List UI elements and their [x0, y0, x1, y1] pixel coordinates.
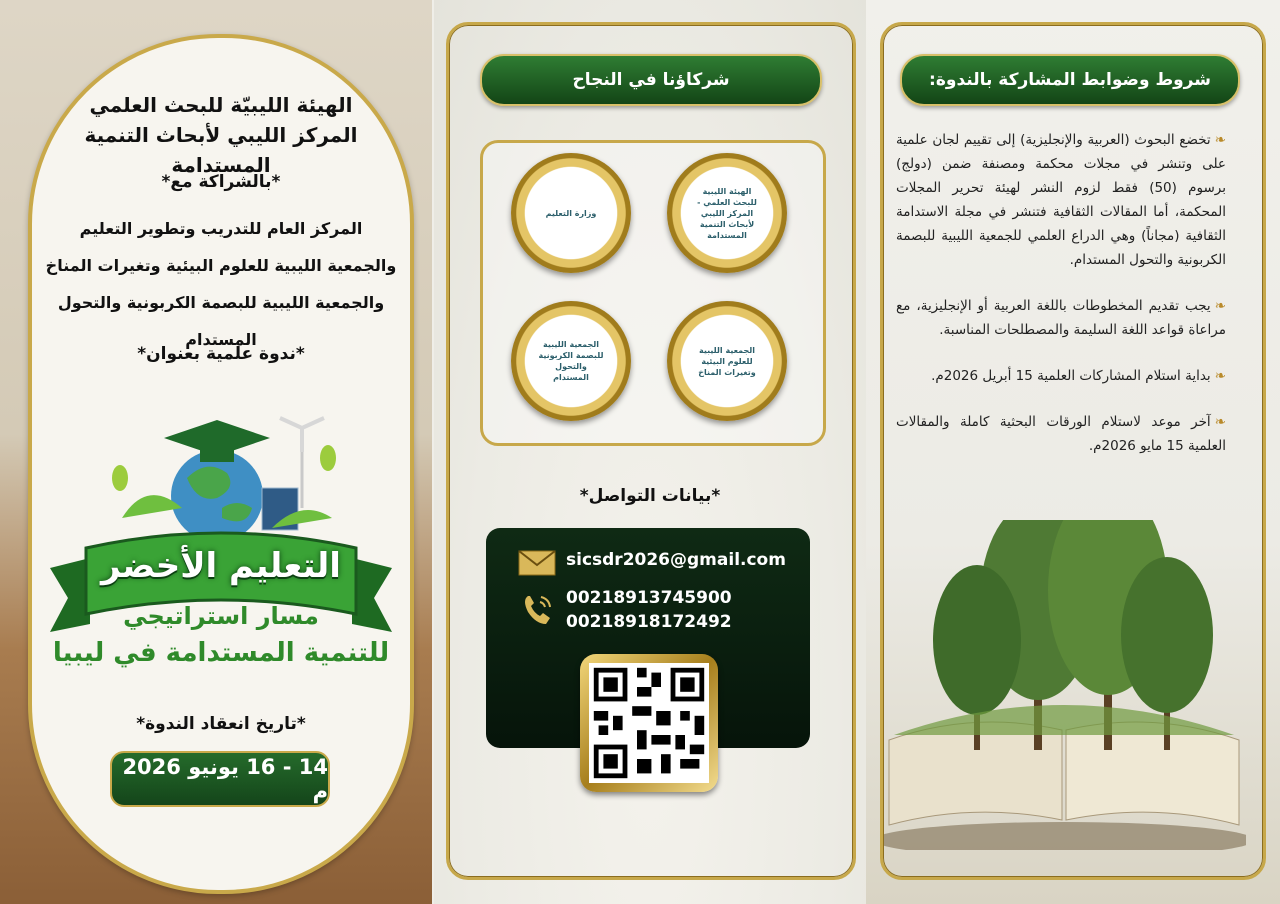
date-badge: 14 - 16 يونيو 2026 م [110, 751, 330, 807]
rule-item: ❧بداية استلام المشاركات العلمية 15 أبريل 2026م. [931, 368, 1226, 384]
partners-header: شركاؤنا في النجاح [480, 54, 822, 106]
qr-code-pattern [589, 663, 709, 783]
partner-list [32, 210, 410, 358]
rule-item: ❧آخر موعد لاستلام الورقات البحثية كاملة والمقالات العلمية 15 مايو 2026م. [896, 414, 1226, 454]
left-panel [0, 0, 432, 904]
book-trees-illustration [884, 520, 1246, 850]
right-panel [866, 0, 1280, 904]
partners-logo-box [480, 140, 826, 446]
rules-header: شروط وضوابط المشاركة بالندوة: [900, 54, 1240, 106]
phone-1[interactable]: 00218913745900 [566, 588, 732, 608]
seminar-label: *ندوة علمية بعنوان* [137, 344, 305, 364]
phone-icon [520, 592, 554, 626]
leaf-icon: ❧ [1214, 368, 1226, 384]
logo-environment-society: الجمعية الليبية للعلوم البيئية وتغيرات المناخ [667, 301, 787, 421]
envelope-icon [518, 550, 556, 576]
email-address[interactable]: sicsdr2026@gmail.com [566, 550, 786, 570]
org-line-1: الهيئة الليبيّة للبحث العلمي [89, 93, 353, 117]
leaf-icon: ❧ [1214, 132, 1226, 148]
logo-carbon-society: الجمعية الليبية للبصمة الكربونية والتحول المستدام [511, 301, 631, 421]
contact-header: *بيانات التواصل* [579, 486, 721, 506]
rule-item: ❧يجب تقديم المخطوطات باللغة العربية أو الإنجليزية، مع مراعاة قواعد اللغة السليمة والمصطلحات المناسبة. [896, 298, 1226, 338]
rules-list [896, 128, 1226, 480]
leaf-icon: ❧ [1214, 414, 1226, 430]
phone-2[interactable]: 00218918172492 [566, 612, 732, 632]
title-capsule [28, 34, 414, 894]
subtitle-line-1: مسار استراتيجي [123, 602, 319, 630]
logo-research-authority: الهيئة الليبية للبحث العلمي - المركز الليبي لأبحاث التنمية المستدامة [667, 153, 787, 273]
organizer-names [32, 90, 410, 180]
partner-1: المركز العام للتدريب وتطوير التعليم [79, 219, 363, 238]
rule-item: ❧تخضع البحوث (العربية والإنجليزية) إلى تقييم لجان علمية على وتنشر في مجلات محكمة ومصنفة ضمن (دولج) برسوم (50) فقط لزوم النشر لهيئة تحرير المجلات المحكمة، أما المقالات الثقافية فتنشر في مجلة الاستدامة الثقافية (مجاناً) وهي الدراع العلمي للجمعية الليبية للبصمة الكربونية والتحول المستدام. [896, 132, 1226, 268]
middle-panel [434, 0, 866, 904]
leaf-icon: ❧ [1214, 298, 1226, 314]
partnership-label: *بالشراكة مع* [161, 172, 281, 192]
partner-2: والجمعية الليبية للعلوم البيئية وتغيرات المناخ [45, 256, 397, 275]
subtitle-line-2: للتنمية المستدامة في ليبيا [52, 638, 390, 668]
partner-3: والجمعية الليبية للبصمة الكربونية والتحول المستدام [57, 293, 385, 349]
banner-title: التعليم الأخضر [101, 546, 341, 586]
org-line-2: المركز الليبي لأبحاث التنمية المستدامة [84, 123, 358, 177]
globe-graduation-illustration [92, 398, 352, 548]
logo-education-ministry: وزارة التعليم [511, 153, 631, 273]
date-label: *تاريخ انعقاد الندوة* [136, 714, 306, 734]
qr-code[interactable] [580, 654, 718, 792]
